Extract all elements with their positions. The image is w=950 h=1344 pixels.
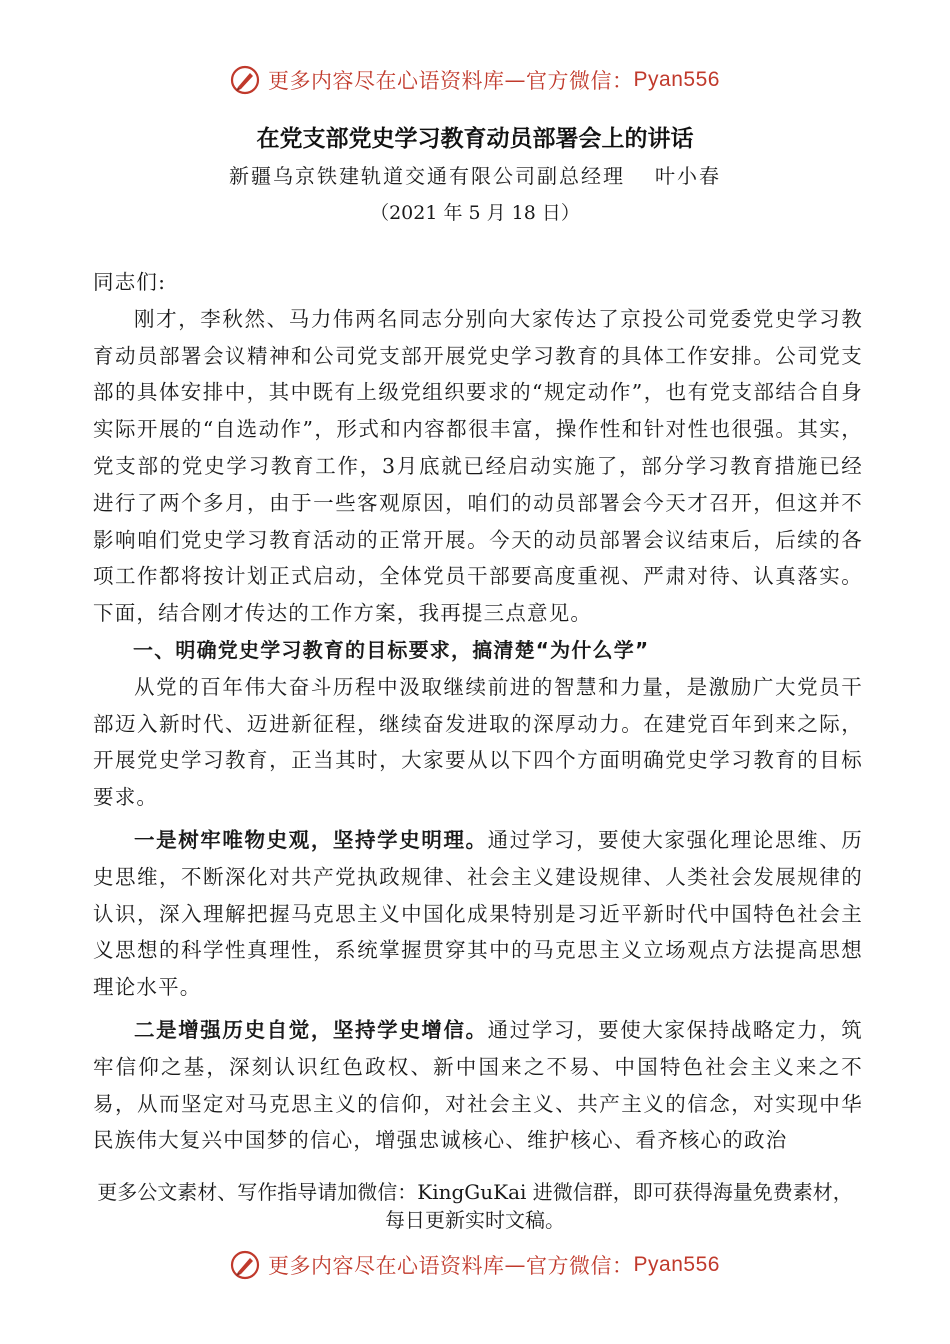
author-name: 叶小春 [655, 164, 721, 188]
paragraph-point-1 [93, 822, 863, 1006]
author-org: 新疆乌京铁建轨道交通有限公司副总经理 [229, 164, 625, 188]
document-date: （2021 年 5 月 18 日） [370, 202, 580, 224]
point-1-text: 通过学习，要使大家强化理论思维、历史思维，不断深化对共产党执政规律、社会主义建设规律、人类社会发展规律的认识，深入理解把握马克思主义中国化成果特别是习近平新时代中国特色社会主义思想的科学性真理性，系统掌握贯穿其中的马克思主义立场观点方法提高思想理论水平。 [93, 827, 864, 1000]
banner-dash: — [504, 1253, 527, 1277]
point-2-text: 通过学习，要使大家保持战略定力，筑牢信仰之基，深刻认识红色政权、新中国来之不易、中国特色社会主义来之不易，从而坚定对马克思主义的信仰，对社会主义、共产主义的信念，对实现中华民族伟大复兴中国梦的信心，增强忠诚核心、维护核心、看齐核心的政治 [93, 1017, 864, 1153]
banner-wechat-id: Pyan556 [633, 1253, 720, 1276]
salutation: 同志们: [93, 270, 167, 294]
banner-main-text: 更多内容尽在心语资料库 [268, 1254, 505, 1278]
paragraph-point-2 [93, 1012, 863, 1159]
footer-banner [0, 1245, 950, 1285]
paragraph-1: 刚才，李秋然、马力伟两名同志分别向大家传达了京投公司党委党史学习教育动员部署会议精神和公司党支部开展党史学习教育的具体工作安排。公司党支部的具体安排中，其中既有上级党组织要求的“规定动作”，也有党支部结合自身实际开展的“自选动作”，形式和内容都很丰富，操作性和针对性也很强。其实，党支部的党史学习教育工作，3月底就已经启动实施了，部分学习教育措施已经进行了两个多月，由于一些客观原因，咱们的动员部署会今天才召开，但这并不影响咱们党史学习教育活动的正常开展。今天的动员部署会议结束后，后续的各项工作都将按计划正式启动，全体党员干部要高度重视、严肃对待、认真落实。下面，结合刚才传达的工作方案，我再提三点意见。 [93, 306, 863, 626]
banner-wechat-label: 官方微信： [526, 69, 634, 93]
paragraph-2: 从党的百年伟大奋斗历程中汲取继续前进的智慧和力量，是激励广大党员干部迈入新时代、迈进新征程，继续奋发进取的深厚动力。在建党百年到来之际，开展党史学习教育，正当其时，大家要从以下四个方面明确党史学习教育的目标要求。 [93, 674, 863, 810]
banner-wechat-label: 官方微信： [526, 1254, 634, 1278]
document-body [93, 264, 863, 1159]
section-heading-1: 一、明确党史学习教育的目标要求，搞清楚“为什么学” [133, 637, 650, 662]
banner-main-text: 更多内容尽在心语资料库 [268, 69, 505, 93]
point-1-lead: 一是树牢唯物史观，坚持学史明理。 [134, 827, 488, 852]
pen-logo-icon [230, 65, 260, 95]
banner-dash: — [504, 68, 527, 92]
footer-note: 更多公文素材、写作指导请加微信：KingGuKai 进微信群，即可获得海量免费素材，每日更新实时文稿。 [97, 1180, 853, 1232]
document-author [0, 160, 950, 189]
header-banner [0, 60, 950, 100]
banner-wechat-id: Pyan556 [633, 68, 720, 91]
pen-logo-icon [230, 1250, 260, 1280]
document-title: 在党支部党史学习教育动员部署会上的讲话 [256, 125, 694, 152]
point-2-lead: 二是增强历史自觉，坚持学史增信。 [134, 1017, 488, 1042]
